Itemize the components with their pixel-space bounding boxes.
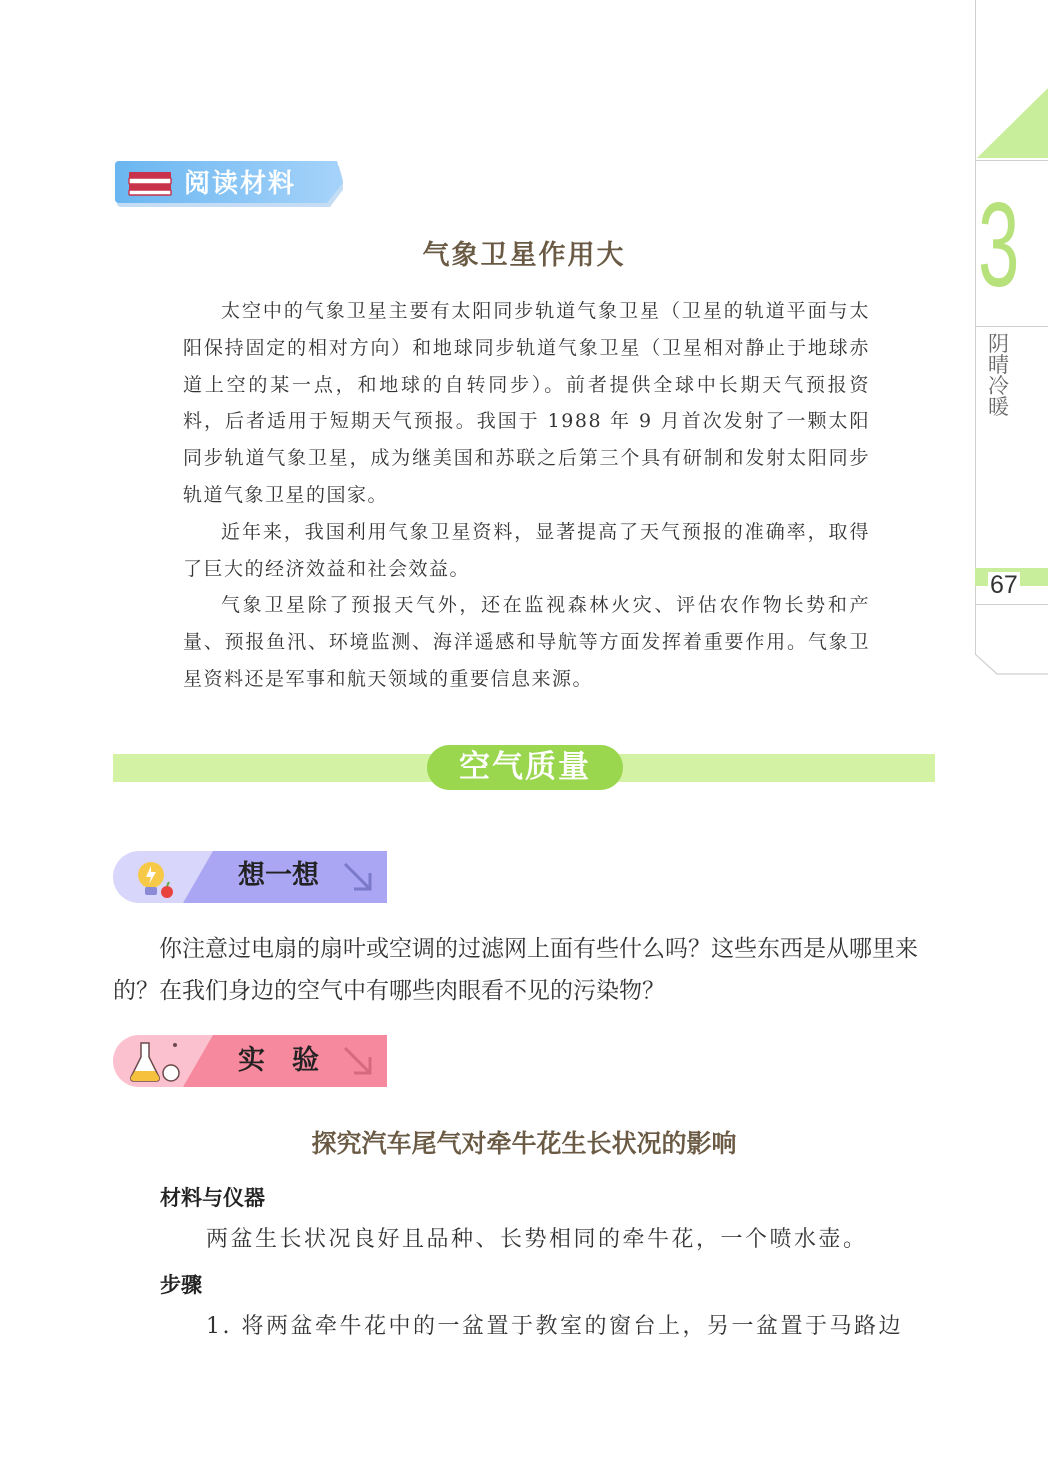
think-paragraph: 你注意过电扇的扇叶或空调的过滤网上面有些什么吗？这些东西是从哪里来的？在我们身边的空气中有哪些肉眼看不见的污染物？ — [113, 936, 918, 1004]
chapter-title: 阴晴冷暖 — [988, 332, 1009, 419]
article-body — [183, 293, 870, 698]
article-paragraph: 近年来，我国利用气象卫星资料，显著提高了天气预报的准确率，取得了巨大的经济效益和社会效益。 — [183, 520, 870, 580]
section-title: 空气质量 — [459, 749, 591, 785]
sidebar-rule — [975, 604, 1048, 605]
step-item: 1. 将两盆牵牛花中的一盆置于教室的窗台上，另一盆置于马路边 — [206, 1314, 903, 1339]
think-question — [113, 928, 939, 1012]
article-paragraph: 气象卫星除了预报天气外，还在监视森林火灾、评估农作物长势和产量、预报鱼汛、环境监测、海洋遥感和导航等方面发挥着重要作用。气象卫星资料还是军事和航天领域的重要信息来源。 — [183, 594, 870, 690]
reading-banner-label: 阅读材料 — [184, 169, 297, 199]
sidebar-rule — [975, 326, 1048, 327]
experiment-label: 实 验 — [238, 1045, 319, 1076]
experiment-title: 探究汽车尾气对牵牛花生长状况的影响 — [311, 1129, 737, 1158]
sidebar-divider — [975, 0, 976, 655]
think-label: 想一想 — [238, 860, 319, 891]
materials-heading: 材料与仪器 — [160, 1186, 265, 1210]
article-title: 气象卫星作用大 — [422, 240, 626, 271]
sidebar-triangle-decoration — [977, 88, 1048, 158]
article-paragraph: 太空中的气象卫星主要有太阳同步轨道气象卫星（卫星的轨道平面与太阳保持固定的相对方向）和地球同步轨道气象卫星（卫星相对静止于地球赤道上空的某一点，和地球的自转同步）。前者提供全球中长期天气预报资料，后者适用于短期天气预报。我国于 1988 年 9 月首次发射了一颗太阳同步轨道气象卫星，成为继美国和苏联之后第三个具有研制和发射太阳同步轨道气象卫星的国家。 — [183, 300, 870, 506]
sidebar-corner-decoration — [975, 650, 1048, 678]
steps-heading: 步骤 — [160, 1273, 202, 1297]
page-number: 67 — [990, 571, 1018, 599]
sidebar-rule — [975, 160, 1048, 161]
chapter-number: 3 — [978, 178, 1020, 312]
materials-text: 两盆生长状况良好且品种、长势相同的牵牛花，一个喷水壶。 — [206, 1227, 868, 1252]
book-icon — [129, 172, 171, 195]
